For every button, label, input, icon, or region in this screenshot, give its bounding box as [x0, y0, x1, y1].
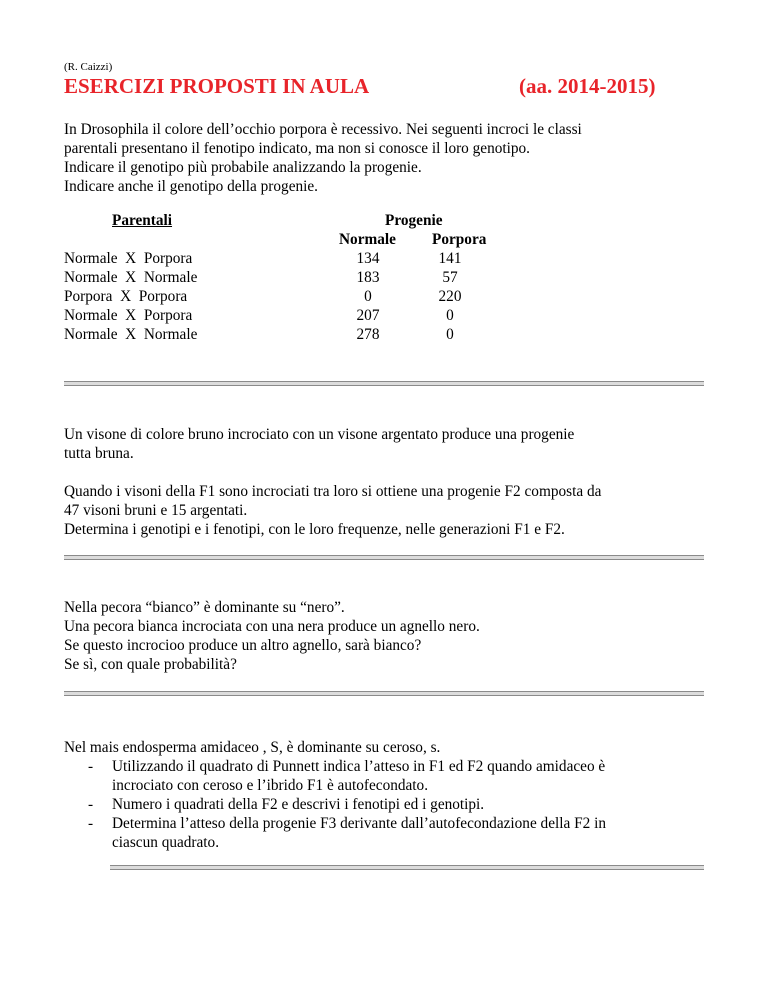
- porpora-cell: 141: [438, 250, 462, 267]
- normale-cell: 207: [356, 307, 380, 324]
- exercise1-intro: [64, 120, 582, 196]
- text-line: Numero i quadrati della F2 e descrivi i fenotipi ed i genotipi.: [112, 796, 485, 813]
- list-item: [84, 757, 606, 795]
- text-line: Se sì, con quale probabilità?: [64, 656, 237, 673]
- normale-cell: 183: [356, 269, 380, 286]
- list-dash: -: [88, 758, 94, 775]
- porpora-cell: 0: [446, 307, 454, 324]
- parentali-header: Parentali: [112, 212, 173, 229]
- cross-cell: Normale X Normale: [64, 269, 198, 286]
- text-line: Indicare anche il genotipo della progenie.: [64, 178, 318, 195]
- porpora-cell: 0: [446, 326, 454, 343]
- text-line: Determina i genotipi e i fenotipi, con le loro frequenze, nelle generazioni F1 e F2.: [64, 521, 565, 538]
- text-line: Se questo incrocioo produce un altro agnello, sarà bianco?: [64, 637, 422, 654]
- progenie-header: Progenie: [385, 212, 443, 229]
- porpora-column-header: Porpora: [432, 231, 487, 248]
- section-divider: [64, 555, 704, 560]
- cross-cell: Normale X Porpora: [64, 250, 193, 267]
- text-line: 47 visoni bruni e 15 argentati.: [64, 502, 248, 519]
- text-line: Determina l’atteso della progenie F3 derivante dall’autofecondazione della F2 in: [112, 815, 606, 832]
- list-dash: -: [88, 815, 94, 832]
- list-dash: -: [88, 796, 94, 813]
- exercise2-para2: [64, 482, 601, 539]
- text-line: parentali presentano il fenotipo indicato, ma non si conosce il loro genotipo.: [64, 140, 531, 157]
- author-note: (R. Caizzi): [64, 61, 113, 73]
- porpora-cell: 220: [438, 288, 462, 305]
- text-line: ciascun quadrato.: [112, 834, 220, 851]
- normale-cell: 134: [356, 250, 380, 267]
- crosses-column: [64, 249, 197, 344]
- section-divider: [110, 865, 704, 870]
- text-line: incrociato con ceroso e l’ibrido F1 è autofecondato.: [112, 777, 429, 794]
- exercise2-para1: [64, 425, 574, 463]
- cross-cell: Porpora X Porpora: [64, 288, 188, 305]
- exercise4-intro: [64, 738, 440, 757]
- porpora-cell: 57: [442, 269, 458, 286]
- cross-cell: Normale X Normale: [64, 326, 198, 343]
- section-divider: [64, 691, 704, 696]
- text-line: Nel mais endosperma amidaceo , S, è dominante su ceroso, s.: [64, 739, 441, 756]
- normale-column-header: Normale: [339, 231, 396, 248]
- cross-cell: Normale X Porpora: [64, 307, 193, 324]
- text-line: Indicare il genotipo più probabile analizzando la progenie.: [64, 159, 422, 176]
- section-divider: [64, 381, 704, 386]
- exercise4-list: [84, 757, 606, 852]
- text-line: tutta bruna.: [64, 445, 134, 462]
- text-line: Nella pecora “bianco” è dominante su “nero”.: [64, 599, 345, 616]
- text-line: Una pecora bianca incrociata con una nera produce un agnello nero.: [64, 618, 480, 635]
- text-line: Un visone di colore bruno incrociato con un visone argentato produce una progenie: [64, 426, 575, 443]
- text-line: In Drosophila il colore dell’occhio porpora è recessivo. Nei seguenti incroci le classi: [64, 121, 582, 138]
- list-item: [84, 814, 606, 852]
- normale-cell: 0: [364, 288, 372, 305]
- porpora-values-column: [428, 249, 472, 344]
- text-line: Utilizzando il quadrato di Punnett indica l’atteso in F1 ed F2 quando amidaceo è: [112, 758, 606, 775]
- list-item: [84, 795, 606, 814]
- exercise3-text: [64, 598, 480, 674]
- normale-values-column: [346, 249, 390, 344]
- academic-year: (aa. 2014-2015): [519, 74, 656, 98]
- page-title: ESERCIZI PROPOSTI IN AULA: [64, 74, 370, 98]
- normale-cell: 278: [356, 326, 380, 343]
- text-line: Quando i visoni della F1 sono incrociati tra loro si ottiene una progenie F2 composta da: [64, 483, 602, 500]
